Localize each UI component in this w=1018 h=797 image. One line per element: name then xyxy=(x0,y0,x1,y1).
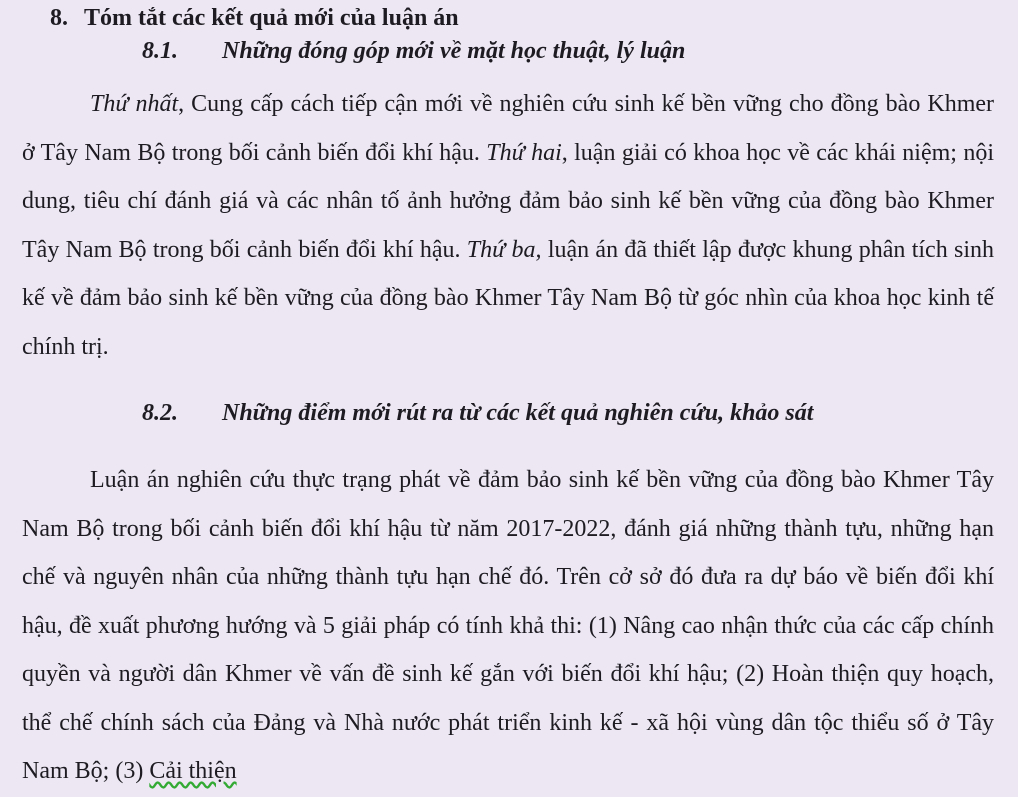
first-text: , Cung cấp cách tiếp cận mới về nghiên cứu sinh kế bền vững cho đồng bào Khmer ở Tây Nam Bộ trong bối cảnh biến đổi khí hậu. xyxy=(22,91,995,166)
subsection-title: Những đóng góp mới về mặt học thuật, lý luận xyxy=(222,38,686,64)
subsection-title: Những điểm mới rút ra từ các kết quả nghiên cứu, khảo sát xyxy=(222,400,814,426)
findings-trailing-text: Cải thiện xyxy=(149,758,237,784)
second-label: Thứ hai xyxy=(486,139,562,166)
subsection-heading-8-1 xyxy=(142,35,685,67)
subsection-number: 8.1. xyxy=(142,38,178,64)
subsection-number: 8.2. xyxy=(142,400,178,426)
first-label: Thứ nhất xyxy=(90,91,179,117)
findings-text: Luận án nghiên cứu thực trạng phát về đảm bảo sinh kế bền vững của đồng bào Khmer Tây Nam Bộ trong bối cảnh biến đổi khí hậu từ năm 2017-2022, đánh giá những thành tựu, những hạn chế và nguyên nhân của những thành tựu hạn chế đó. Trên cở sở đó đưa ra dự báo về biến đổi khí hậu, đề xuất phương hướng và 5 giải pháp có tính khả thi: (1) Nâng cao nhận thức của các cấp chính quyền và người dân Khmer về vấn đề sinh kế gắn với biến đổi khí hậu; (2) Hoàn thiện quy hoạch, thể chế chính sách của Đảng và Nhà nước phát triển kinh kế - xã hội vùng dân tộc thiểu số ở Tây Nam Bộ; (3) xyxy=(22,467,994,784)
second-text: , luận giải có khoa học về các khái niệm; nội dung, tiêu chí đánh giá và các nhân tố ảnh hưởng đảm bảo sinh kế bền vững của đồng bào Khmer Tây Nam Bộ trong bối cảnh biến đổi khí hậu. xyxy=(22,139,994,263)
third-text: luận án đã thiết lập được khung phân tích sinh kế về đảm bảo sinh kế bền vững của đồng bào Khmer Tây Nam Bộ từ góc nhìn của khoa học kinh tế chính trị. xyxy=(22,236,995,360)
section-title: Tóm tắt các kết quả mới của luận án xyxy=(84,5,459,31)
subsection-heading-8-2 xyxy=(142,397,813,429)
paragraph-contributions xyxy=(22,80,994,371)
third-label: Thứ ba, xyxy=(466,236,542,263)
paragraph-findings xyxy=(22,456,994,796)
section-heading xyxy=(50,2,459,34)
section-number: 8. xyxy=(50,5,68,31)
